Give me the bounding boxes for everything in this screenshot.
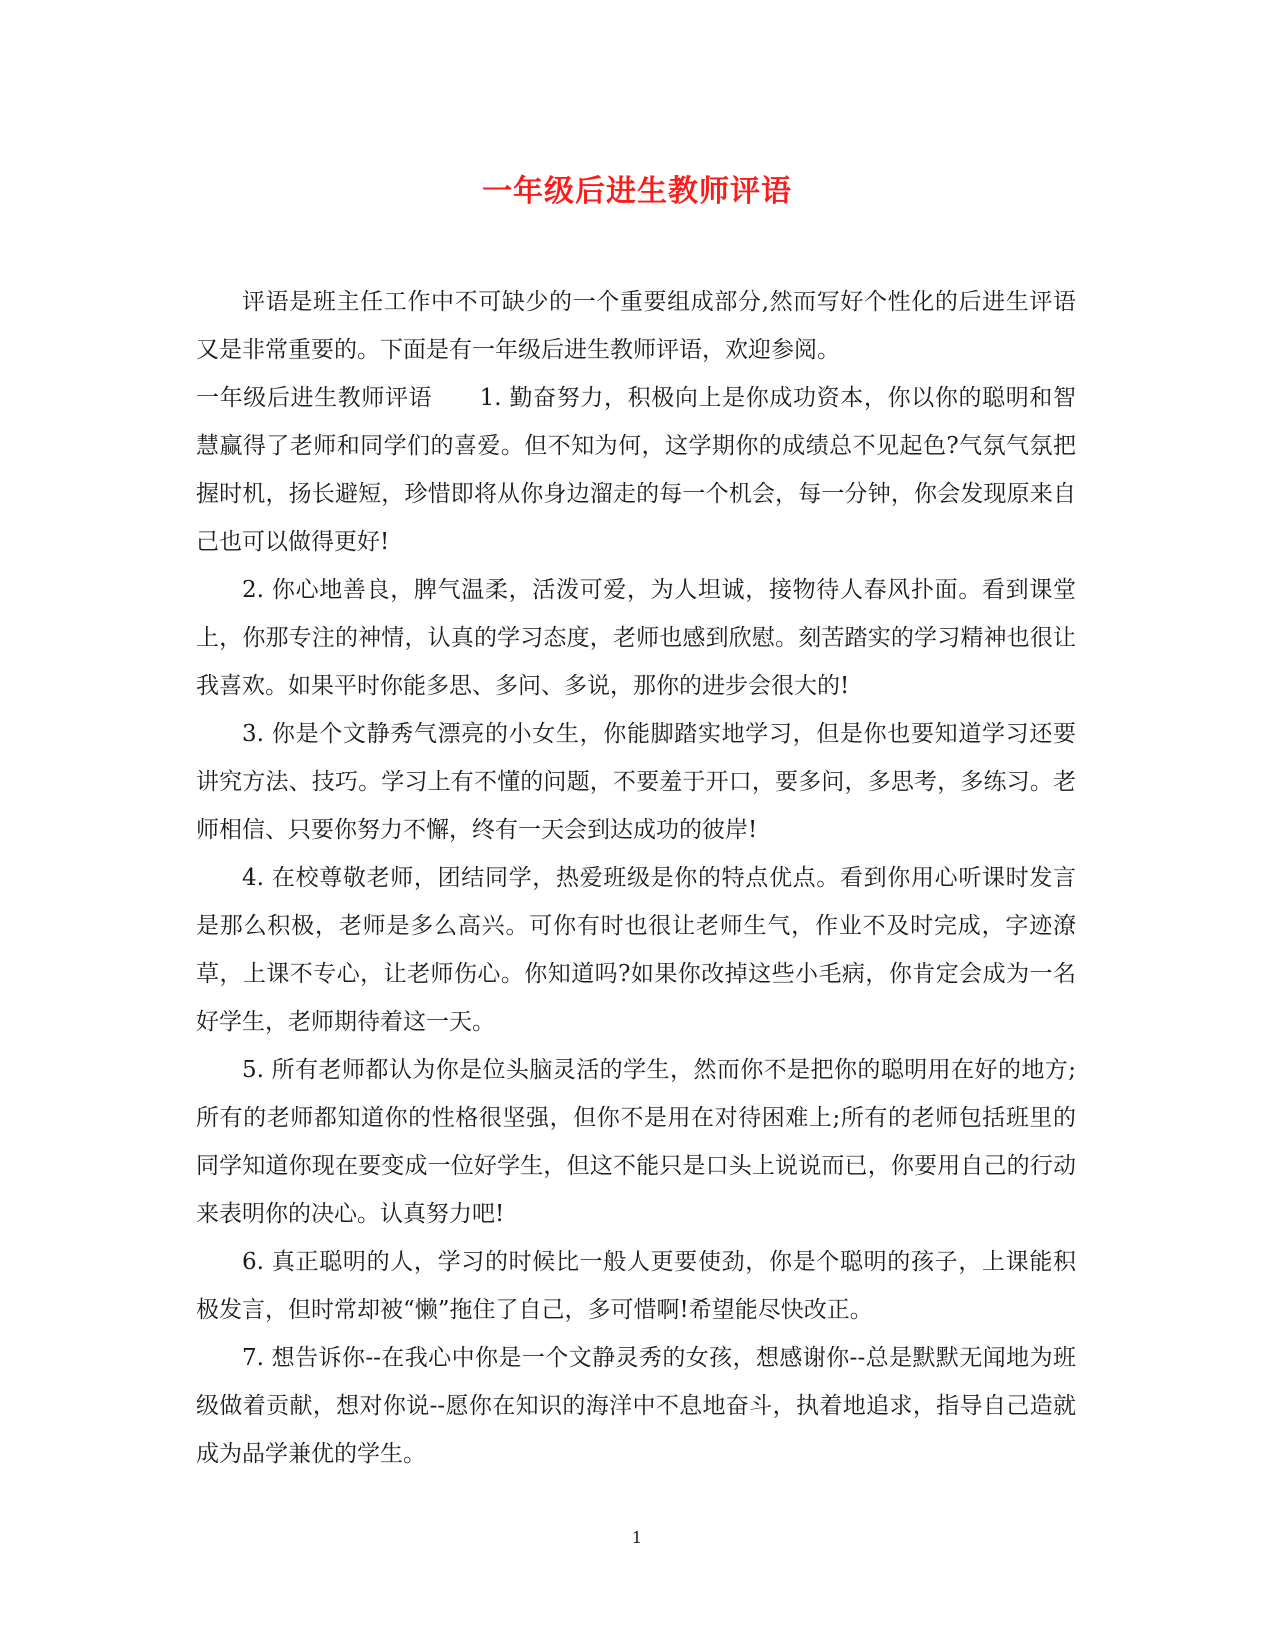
comment-paragraph-2: 2. 你心地善良，脾气温柔，活泼可爱，为人坦诚，接物待人春风扑面。看到课堂上，你那专注的神情，认真的学习态度，老师也感到欣慰。刻苦踏实的学习精神也很让我喜欢。如果平时你能多思、多问、多说，那你的进步会很大的! [196, 577, 1076, 699]
comment-paragraph-6: 6. 真正聪明的人，学习的时候比一般人更要使劲，你是个聪明的孩子，上课能积极发言，但时常却被“懒”拖住了自己，多可惜啊!希望能尽快改正。 [196, 1249, 1076, 1323]
intro-paragraph: 评语是班主任工作中不可缺少的一个重要组成部分,然而写好个性化的后进生评语又是非常重要的。下面是有一年级后进生教师评语，欢迎参阅。 [196, 289, 1076, 363]
comment-paragraph-7: 7. 想告诉你--在我心中你是一个文静灵秀的女孩，想感谢你--总是默默无闻地为班级做着贡献，想对你说--愿你在知识的海洋中不息地奋斗，执着地追求，指导自己造就成为品学兼优的学生。 [196, 1345, 1076, 1467]
comment-paragraph-5: 5. 所有老师都认为你是位头脑灵活的学生，然而你不是把你的聪明用在好的地方;所有的老师都知道你的性格很坚强，但你不是用在对待困难上;所有的老师包括班里的同学知道你现在要变成一位好学生，但这不能只是口头上说说而已，你要用自己的行动来表明你的决心。认真努力吧! [196, 1057, 1076, 1227]
document-title: 一年级后进生教师评语 [482, 174, 792, 209]
comment-paragraph-1: 一年级后进生教师评语 1. 勤奋努力，积极向上是你成功资本，你以你的聪明和智慧赢得了老师和同学们的喜爱。但不知为何，这学期你的成绩总不见起色?气氛气氛把握时机，扬长避短，珍惜即将从你身边溜走的每一个机会，每一分钟，你会发现原来自己也可以做得更好! [196, 385, 1076, 555]
comment-paragraph-4: 4. 在校尊敬老师，团结同学，热爱班级是你的特点优点。看到你用心听课时发言是那么积极，老师是多么高兴。可你有时也很让老师生气，作业不及时完成，字迹潦草，上课不专心，让老师伤心。你知道吗?如果你改掉这些小毛病，你肯定会成为一名好学生，老师期待着这一天。 [196, 865, 1076, 1035]
document-body [196, 278, 1076, 1478]
page-number: 1 [631, 1528, 643, 1547]
comment-paragraph-3: 3. 你是个文静秀气漂亮的小女生，你能脚踏实地学习，但是你也要知道学习还要讲究方法、技巧。学习上有不懂的问题，不要羞于开口，要多问，多思考，多练习。老师相信、只要你努力不懈，终有一天会到达成功的彼岸! [196, 721, 1076, 843]
